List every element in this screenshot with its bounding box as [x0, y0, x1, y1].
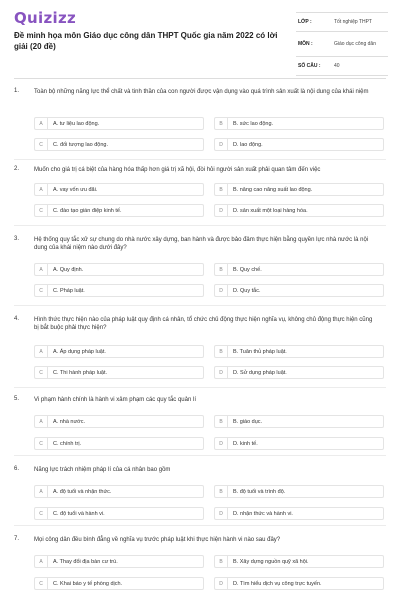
- question-text: Năng lực trách nhiệm pháp lí của cá nhân bao gồm: [34, 467, 171, 473]
- question-divider: [14, 159, 386, 160]
- option-letter: A: [35, 184, 48, 195]
- option-letter: A: [35, 556, 48, 567]
- option-text: D. kinh tế.: [233, 440, 258, 447]
- option-letter: C: [35, 438, 48, 449]
- answer-option[interactable]: [214, 183, 384, 196]
- answer-option[interactable]: [34, 263, 204, 276]
- option-text: B. sức lao động.: [233, 120, 274, 127]
- option-letter: C: [35, 139, 48, 150]
- option-letter: B: [215, 346, 228, 357]
- option-text: A. nhà nước.: [53, 418, 86, 425]
- option-text: A. Quy định.: [53, 266, 84, 273]
- answer-option[interactable]: [34, 415, 204, 428]
- question-divider: [14, 525, 386, 526]
- answer-option[interactable]: [34, 507, 204, 520]
- option-letter: A: [35, 416, 48, 427]
- option-letter: B: [215, 486, 228, 497]
- option-text: C. Khai báo y tế phòng dịch.: [53, 580, 123, 587]
- option-text: A. vay vốn ưu đãi.: [53, 186, 98, 193]
- option-text: B. Xây dựng nguồn quỹ xã hội.: [233, 558, 309, 565]
- meta-label: LỚP :: [298, 19, 312, 25]
- question-number: 7.: [14, 536, 20, 542]
- header-divider: [14, 78, 386, 79]
- answer-option[interactable]: [34, 485, 204, 498]
- option-letter: B: [215, 184, 228, 195]
- option-text: B. giáo dục.: [233, 418, 263, 425]
- option-letter: C: [35, 285, 48, 296]
- question-divider: [14, 455, 386, 456]
- meta-value: Giáo dục công dân: [334, 40, 376, 47]
- option-text: D. Tìm hiểu dịch vụ công trực tuyến.: [233, 580, 322, 587]
- option-text: C. Pháp luật.: [53, 287, 85, 294]
- question-number: 3.: [14, 236, 20, 242]
- answer-option[interactable]: [34, 366, 204, 379]
- answer-option[interactable]: [214, 507, 384, 520]
- answer-option[interactable]: [214, 366, 384, 379]
- option-letter: D: [215, 578, 228, 589]
- question-text: Mọi công dân đều bình đẳng về nghĩa vụ trước pháp luật khi thực hiện hành vi nào sau đây?: [34, 537, 281, 543]
- meta-row-subject: [296, 32, 388, 57]
- option-text: D. sản xuất một loại hàng hóa.: [233, 207, 308, 214]
- option-text: B. nâng cao năng suất lao động.: [233, 186, 313, 193]
- meta-value: Tốt nghiệp THPT: [334, 18, 372, 25]
- question-text: Hình thức thực hiện nào của pháp luật quy định cá nhân, tổ chức chủ động thực hiện nghĩa vụ, không chủ động thực hiện cũng bị bắt buộc phải thực hiện?: [34, 317, 373, 331]
- option-letter: B: [215, 416, 228, 427]
- document-title: Đề minh họa môn Giáo dục công dân THPT Quốc gia năm 2022 có lời giải (20 đề): [14, 31, 278, 51]
- answer-option[interactable]: [214, 555, 384, 568]
- answer-option[interactable]: [34, 284, 204, 297]
- option-letter: A: [35, 118, 48, 129]
- option-letter: A: [35, 486, 48, 497]
- question-text: Vi phạm hành chính là hành vi xâm phạm các quy tắc quản lí: [34, 397, 196, 403]
- answer-option[interactable]: [34, 138, 204, 151]
- option-text: D. nhận thức và hành vi.: [233, 510, 293, 517]
- option-letter: D: [215, 508, 228, 519]
- meta-table: [296, 12, 388, 76]
- brand-name: Quizizz: [14, 9, 77, 27]
- answer-option[interactable]: [34, 437, 204, 450]
- option-letter: D: [215, 205, 228, 216]
- question-text: Muốn cho giá trị cá biệt của hàng hóa thấp hơn giá trị xã hội, đòi hỏi người sản xuất phải quan tâm đến việc: [34, 167, 321, 173]
- answer-option[interactable]: [34, 345, 204, 358]
- option-text: B. Tuân thủ pháp luật.: [233, 348, 287, 355]
- answer-option[interactable]: [214, 485, 384, 498]
- option-letter: C: [35, 508, 48, 519]
- option-text: C. đối tượng lao động.: [53, 141, 108, 148]
- option-letter: D: [215, 367, 228, 378]
- question-number: 1.: [14, 88, 20, 94]
- meta-label: MÔN :: [298, 41, 313, 47]
- option-letter: C: [35, 578, 48, 589]
- option-text: C. đào tạo gián điệp kinh tế.: [53, 207, 122, 214]
- answer-option[interactable]: [214, 263, 384, 276]
- option-letter: D: [215, 285, 228, 296]
- option-letter: B: [215, 118, 228, 129]
- option-text: A. độ tuổi và nhận thức.: [53, 488, 112, 495]
- question-number: 2.: [14, 166, 20, 172]
- meta-row-count: [296, 57, 388, 76]
- answer-option[interactable]: [34, 204, 204, 217]
- option-text: D. Sử dụng pháp luật.: [233, 369, 287, 376]
- meta-value: 40: [334, 62, 340, 69]
- answer-option[interactable]: [34, 577, 204, 590]
- option-text: D. lao động.: [233, 141, 263, 148]
- question-divider: [14, 225, 386, 226]
- quizizz-logo[interactable]: [14, 9, 76, 27]
- option-letter: D: [215, 139, 228, 150]
- option-letter: A: [35, 264, 48, 275]
- answer-option[interactable]: [34, 555, 204, 568]
- answer-option[interactable]: [214, 437, 384, 450]
- option-text: D. Quy tắc.: [233, 287, 261, 294]
- option-letter: B: [215, 264, 228, 275]
- option-text: C. độ tuổi và hành vi.: [53, 510, 105, 517]
- option-letter: B: [215, 556, 228, 567]
- option-text: A. Áp dụng pháp luật.: [53, 348, 106, 355]
- answer-option[interactable]: [214, 415, 384, 428]
- question-number: 4.: [14, 316, 20, 322]
- question-number: 6.: [14, 466, 20, 472]
- answer-option[interactable]: [214, 204, 384, 217]
- option-letter: D: [215, 438, 228, 449]
- option-text: A. tư liệu lao động.: [53, 120, 100, 127]
- option-text: B. Quy chế.: [233, 266, 262, 273]
- option-text: A. Thay đổi địa bàn cư trú.: [53, 558, 118, 565]
- answer-option[interactable]: [214, 117, 384, 130]
- option-letter: C: [35, 367, 48, 378]
- option-text: C. Thi hành pháp luật.: [53, 369, 108, 376]
- question-number: 5.: [14, 396, 20, 402]
- answer-option[interactable]: [34, 183, 204, 196]
- option-letter: A: [35, 346, 48, 357]
- option-text: B. độ tuổi và trình độ.: [233, 488, 286, 495]
- answer-option[interactable]: [214, 284, 384, 297]
- answer-option[interactable]: [214, 138, 384, 151]
- answer-option[interactable]: [214, 345, 384, 358]
- question-divider: [14, 387, 386, 388]
- question-divider: [14, 305, 386, 306]
- option-letter: C: [35, 205, 48, 216]
- meta-label: SỐ CÂU :: [298, 63, 321, 69]
- answer-option[interactable]: [214, 577, 384, 590]
- option-text: C. chính trị.: [53, 440, 82, 447]
- answer-option[interactable]: [34, 117, 204, 130]
- question-text: Toàn bộ những năng lực thể chất và tinh thần của con người được vận dụng vào quá trình sản xuất là nội dung của khái niệm: [34, 89, 369, 95]
- question-text: Hệ thống quy tắc xử sự chung do nhà nước xây dựng, ban hành và được bảo đảm thực hiện bằng quyền lực nhà nước là nội dung của khái niệm nào dưới đây?: [34, 237, 369, 251]
- meta-row-grade: [296, 13, 388, 32]
